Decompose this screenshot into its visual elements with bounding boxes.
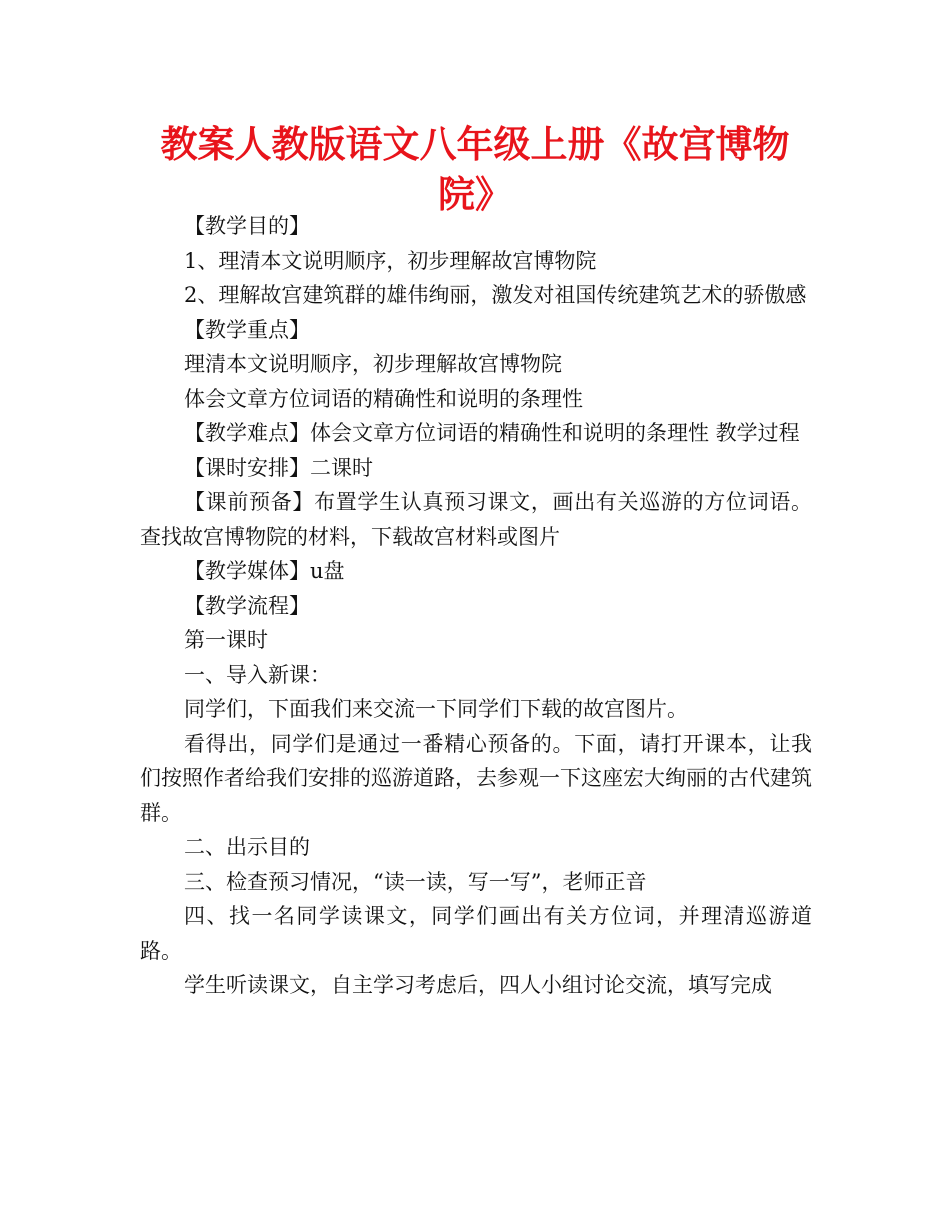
paragraph: 【教学流程】: [184, 593, 310, 618]
document-title: 教案人教版语文八年级上册《故宫博物院》: [160, 123, 790, 216]
paragraph: 2、理解故宫建筑群的雄伟绚丽，激发对祖国传统建筑艺术的骄傲感: [184, 283, 807, 307]
paragraph: 【教学难点】体会文章方位词语的精确性和说明的条理性 教学过程: [184, 421, 800, 445]
paragraph: 【课时安排】二课时: [184, 455, 373, 480]
paragraph: 二、出示目的: [184, 835, 310, 859]
paragraph: 1、理清本文说明顺序，初步理解故宫博物院: [184, 248, 597, 273]
paragraph: 三、检查预习情况，“读一读，写一写”，老师正音: [184, 869, 647, 894]
paragraph: 一、导入新课：: [184, 662, 331, 687]
paragraph: 体会文章方位词语的精确性和说明的条理性: [184, 386, 583, 411]
paragraph: 第一课时: [184, 628, 268, 652]
paragraph: 理清本文说明顺序，初步理解故宫博物院: [184, 352, 562, 376]
paragraph: 【教学重点】: [184, 317, 310, 342]
paragraph: 看得出，同学们是通过一番精心预备的。下面，请打开课本，让我们按照作者给我们安排的巡游道路，去参观一下这座宏大绚丽的古代建筑群。: [140, 731, 812, 825]
paragraph: 【教学媒体】u盘: [184, 559, 345, 583]
paragraph: 同学们，下面我们来交流一下同学们下载的故宫图片。: [184, 697, 688, 721]
paragraph: 学生听读课文，自主学习考虑后，四人小组讨论交流，填写完成: [184, 973, 772, 997]
document-body: [140, 209, 812, 1003]
paragraph: 【课前预备】布置学生认真预习课文，画出有关巡游的方位词语。查找故宫博物院的材料，下载故宫材料或图片: [140, 490, 812, 549]
paragraph: 【教学目的】: [184, 214, 310, 238]
paragraph: 四、找一名同学读课文，同学们画出有关方位词，并理清巡游道路。: [140, 904, 812, 963]
